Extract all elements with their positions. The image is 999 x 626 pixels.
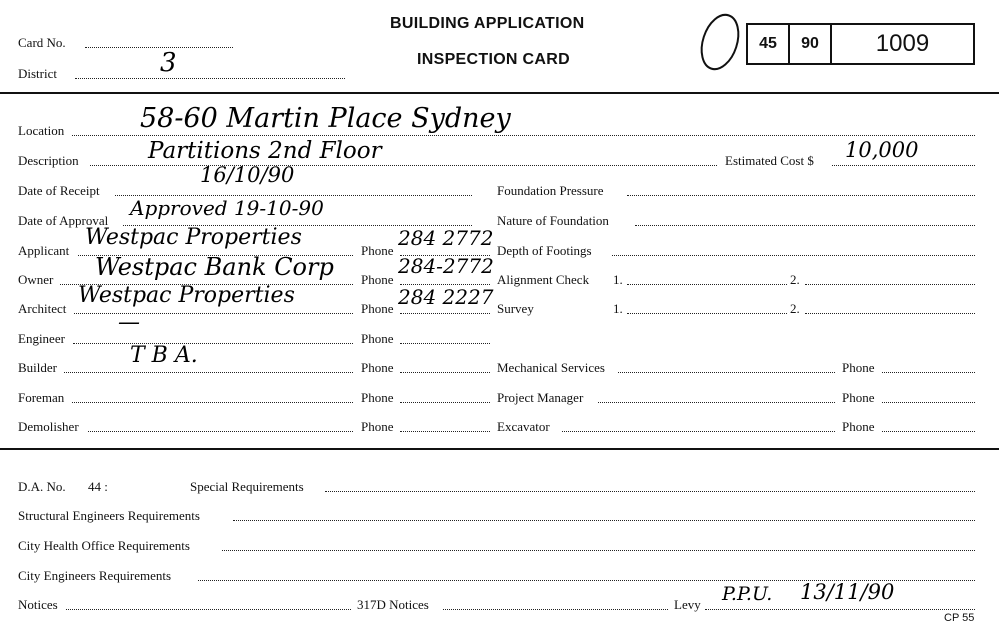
notices-317d-field[interactable]	[443, 609, 668, 610]
project-manager-phone-label: Phone	[842, 390, 875, 405]
location-label: Location	[18, 123, 65, 138]
district-label: District	[18, 66, 57, 81]
estimated-cost-label: Estimated Cost $	[725, 153, 814, 168]
survey-1-label: 1.	[613, 301, 623, 316]
owner-label: Owner	[18, 272, 54, 287]
mechanical-services-field[interactable]	[618, 372, 835, 373]
mechanical-services-phone-field[interactable]	[882, 372, 975, 373]
special-requirements-field[interactable]	[325, 491, 975, 492]
architect-phone-field[interactable]	[400, 313, 490, 314]
notices-field[interactable]	[66, 609, 351, 610]
project-manager-field[interactable]	[598, 402, 835, 403]
alignment-check-1-field[interactable]	[627, 284, 787, 285]
engineer-label: Engineer	[18, 331, 65, 346]
foreman-field[interactable]	[72, 402, 353, 403]
builder-label: Builder	[18, 360, 57, 375]
description-value: Partitions 2nd Floor	[148, 138, 382, 164]
survey-1-field[interactable]	[627, 313, 787, 314]
depth-of-footings-field[interactable]	[612, 255, 975, 256]
engineer-phone-field[interactable]	[400, 343, 490, 344]
location-value: 58-60 Martin Place Sydney	[140, 103, 511, 134]
structural-engineers-field[interactable]	[233, 520, 975, 521]
builder-field[interactable]	[64, 372, 353, 373]
engineer-phone-label: Phone	[361, 331, 394, 346]
alignment-check-label: Alignment Check	[497, 272, 590, 287]
owner-value: Westpac Bank Corp	[95, 253, 334, 281]
location-field[interactable]	[72, 135, 975, 136]
header-divider	[0, 92, 999, 94]
form-code: CP 55	[944, 612, 975, 624]
date-of-approval-label: Date of Approval	[18, 213, 109, 228]
foreman-label: Foreman	[18, 390, 65, 405]
engineer-value: —	[118, 310, 140, 335]
demolisher-phone-label: Phone	[361, 419, 394, 434]
engineer-field[interactable]	[73, 343, 353, 344]
builder-value: T B A.	[130, 343, 198, 368]
levy-value: P.P.U.	[722, 583, 773, 605]
depth-of-footings-label: Depth of Footings	[497, 243, 592, 258]
card-no-field[interactable]	[85, 47, 233, 48]
structural-engineers-label: Structural Engineers Requirements	[18, 508, 200, 523]
card-number-box: 1009	[830, 23, 975, 65]
title-line-2: INSPECTION CARD	[417, 51, 570, 68]
levy-field[interactable]	[705, 609, 975, 610]
architect-field[interactable]	[74, 313, 353, 314]
estimated-cost-value: 10,000	[845, 138, 919, 162]
foundation-pressure-label: Foundation Pressure	[497, 183, 604, 198]
excavator-phone-field[interactable]	[882, 431, 975, 432]
da-no-label: D.A. No.	[18, 479, 66, 494]
applicant-phone-value: 284 2772	[398, 226, 494, 250]
foreman-phone-label: Phone	[361, 390, 394, 405]
description-field[interactable]	[90, 165, 717, 166]
demolisher-label: Demolisher	[18, 419, 79, 434]
district-field[interactable]	[75, 78, 345, 79]
levy-date-value: 13/11/90	[800, 580, 895, 604]
excavator-label: Excavator	[497, 419, 550, 434]
owner-phone-label: Phone	[361, 272, 394, 287]
alignment-check-2-field[interactable]	[805, 284, 975, 285]
foundation-pressure-field[interactable]	[627, 195, 975, 196]
excavator-phone-label: Phone	[842, 419, 875, 434]
circle-mark-icon	[692, 8, 750, 76]
special-requirements-label: Special Requirements	[190, 479, 304, 494]
survey-2-label: 2.	[790, 301, 800, 316]
architect-phone-value: 284 2227	[398, 285, 494, 309]
foreman-phone-field[interactable]	[400, 402, 490, 403]
demolisher-field[interactable]	[88, 431, 353, 432]
alignment-check-1-label: 1.	[613, 272, 623, 287]
nature-of-foundation-label: Nature of Foundation	[497, 213, 609, 228]
applicant-phone-label: Phone	[361, 243, 394, 258]
project-manager-label: Project Manager	[497, 390, 584, 405]
owner-phone-value: 284-2772	[398, 254, 494, 278]
architect-label: Architect	[18, 301, 67, 316]
estimated-cost-field[interactable]	[832, 165, 975, 166]
survey-label: Survey	[497, 301, 534, 316]
notices-label: Notices	[18, 597, 58, 612]
code-box-2: 90	[788, 23, 832, 65]
mechanical-services-label: Mechanical Services	[497, 360, 605, 375]
city-engineers-label: City Engineers Requirements	[18, 568, 172, 583]
builder-phone-label: Phone	[361, 360, 394, 375]
alignment-check-2-label: 2.	[790, 272, 800, 287]
architect-value: Westpac Properties	[78, 283, 295, 308]
city-health-field[interactable]	[222, 550, 975, 551]
excavator-field[interactable]	[562, 431, 835, 432]
levy-label: Levy	[674, 597, 701, 612]
card-no-label: Card No.	[18, 35, 66, 50]
date-of-approval-value: Approved 19-10-90	[130, 196, 324, 220]
builder-phone-field[interactable]	[400, 372, 490, 373]
date-of-receipt-label: Date of Receipt	[18, 183, 100, 198]
nature-of-foundation-field[interactable]	[635, 225, 975, 226]
notices-317d-label: 317D Notices	[357, 597, 429, 612]
architect-phone-label: Phone	[361, 301, 394, 316]
date-of-receipt-value: 16/10/90	[200, 163, 295, 187]
demolisher-phone-field[interactable]	[400, 431, 490, 432]
mechanical-services-phone-label: Phone	[842, 360, 875, 375]
da-no-value: 44 :	[88, 479, 108, 494]
section-divider	[0, 448, 999, 450]
survey-2-field[interactable]	[805, 313, 975, 314]
district-value: 3	[160, 48, 177, 78]
applicant-value: Westpac Properties	[85, 225, 302, 250]
applicant-label: Applicant	[18, 243, 70, 258]
city-health-label: City Health Office Requirements	[18, 538, 190, 553]
code-box-1: 45	[746, 23, 790, 65]
title-line-1: BUILDING APPLICATION	[390, 15, 585, 32]
description-label: Description	[18, 153, 79, 168]
project-manager-phone-field[interactable]	[882, 402, 975, 403]
